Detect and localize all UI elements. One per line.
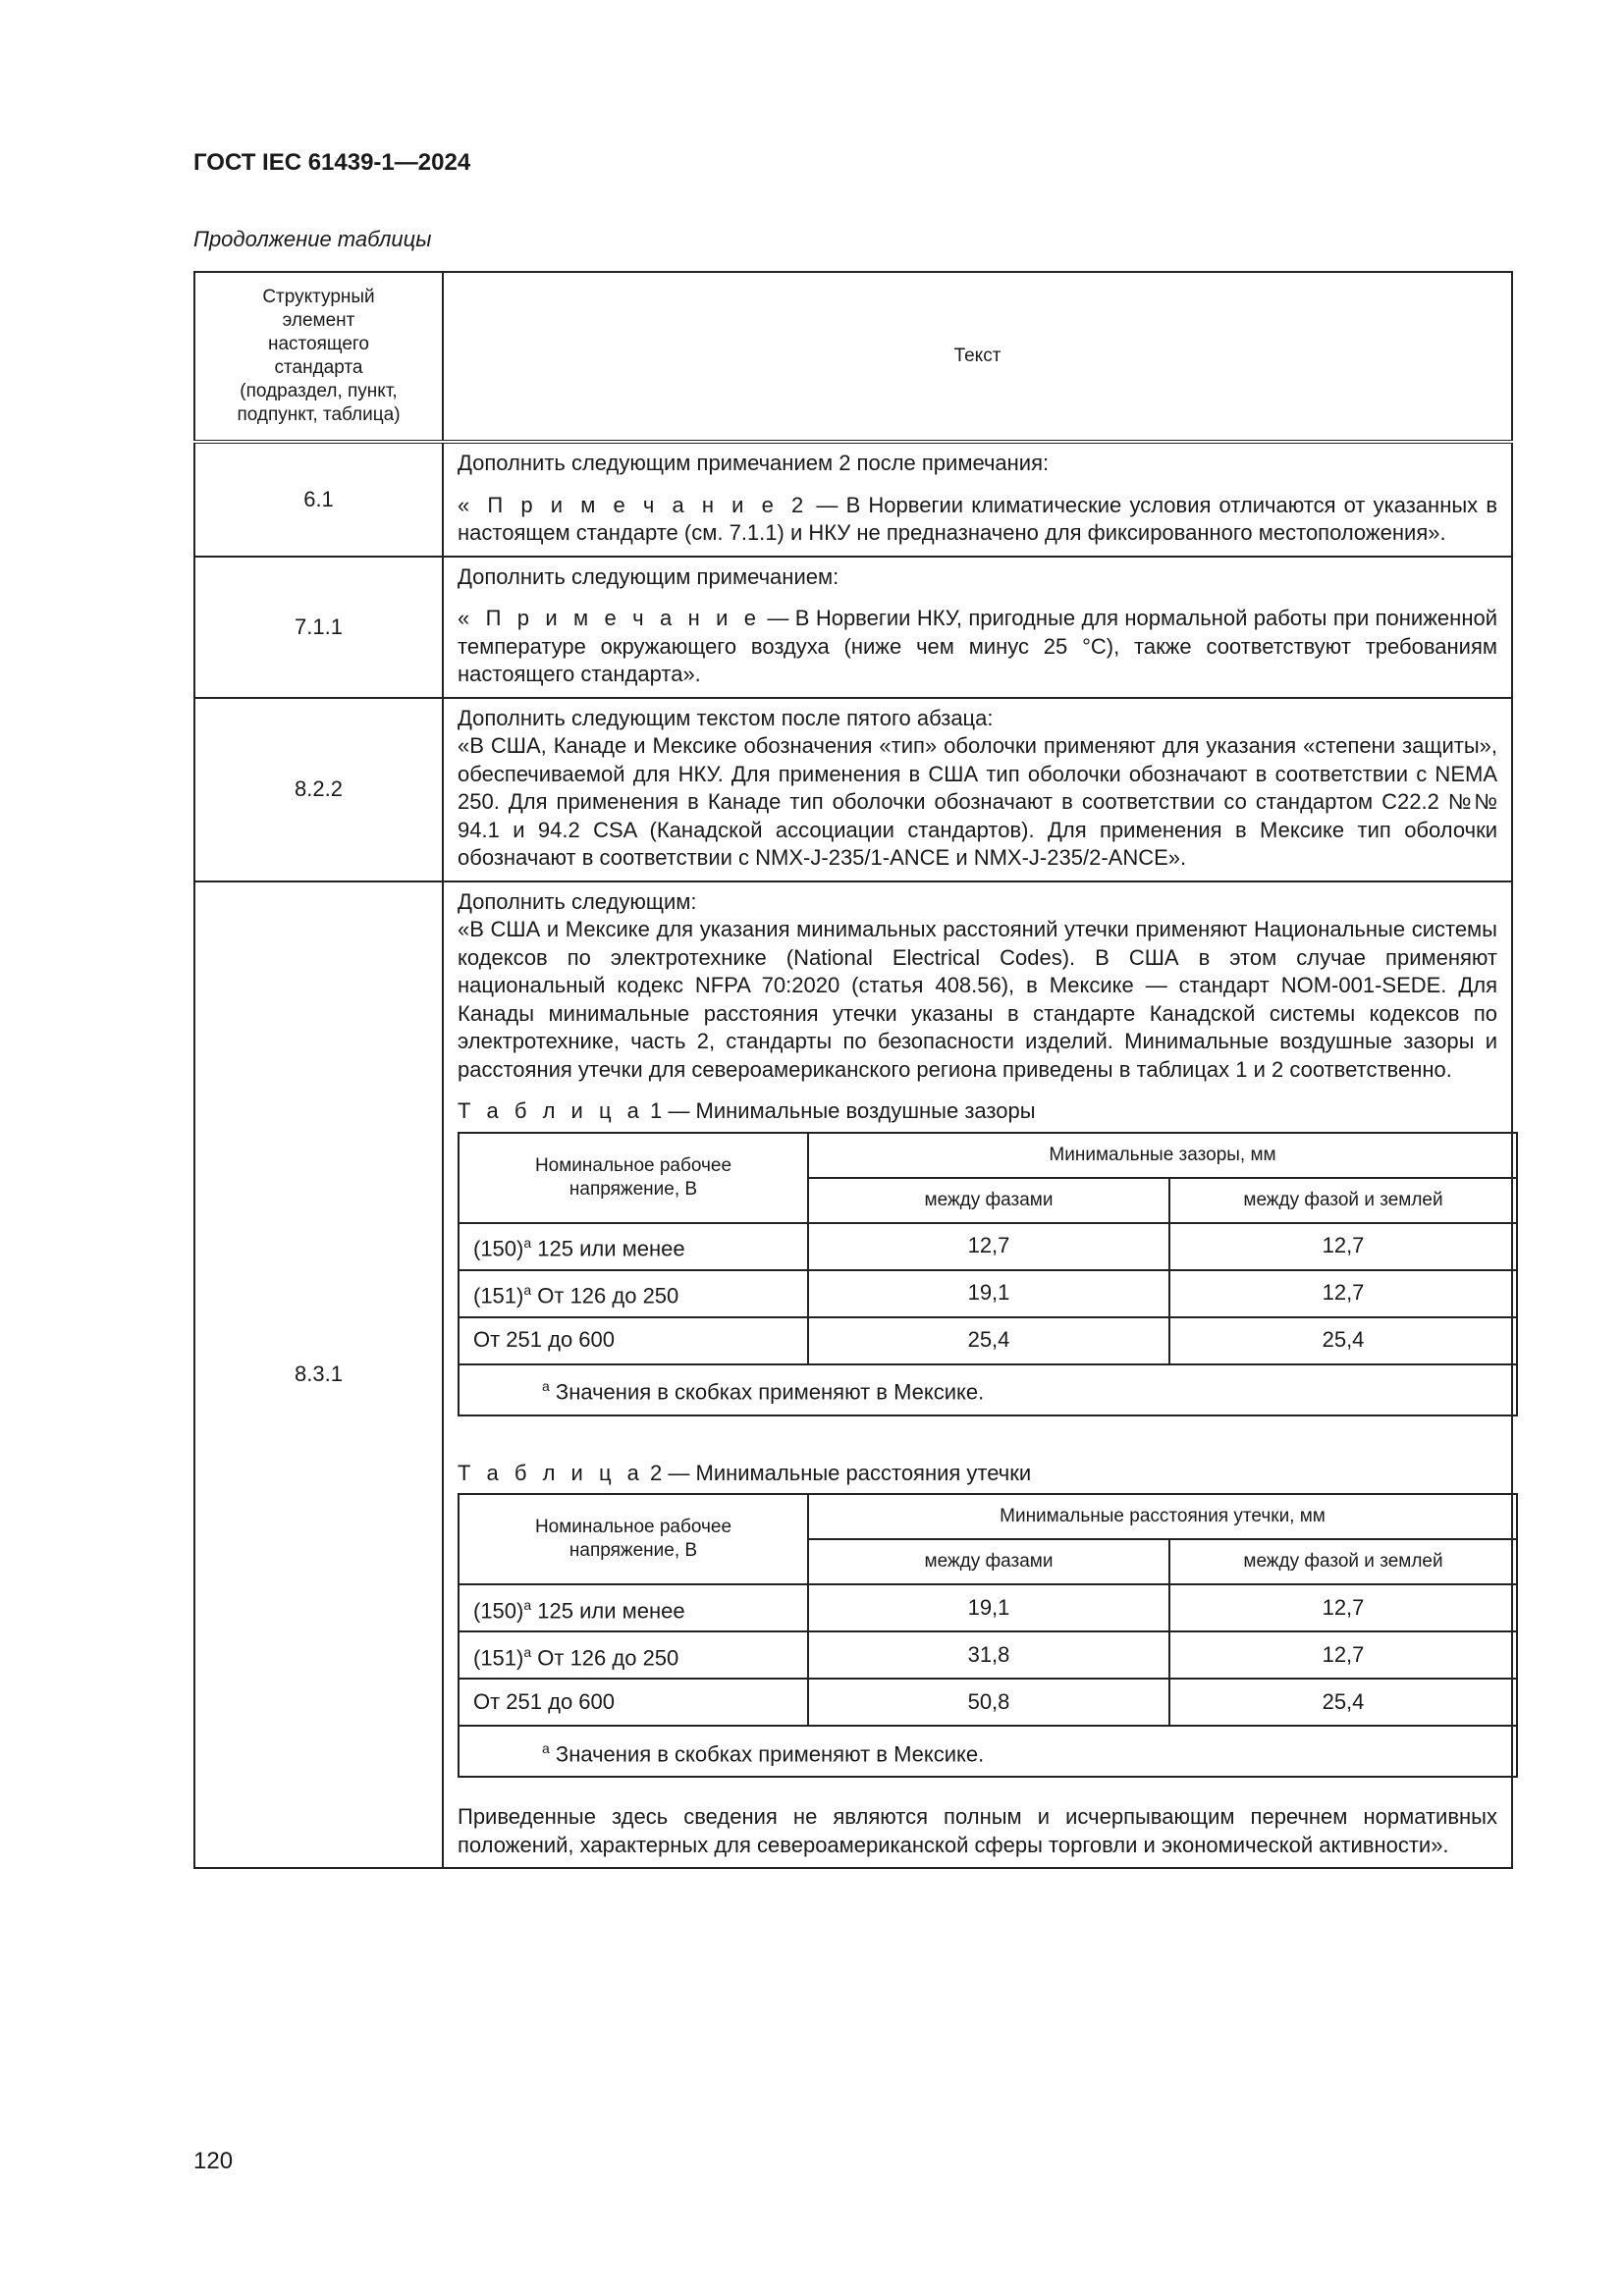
phase-value: 25,4 bbox=[808, 1317, 1169, 1364]
continuation-label: Продолжение таблицы bbox=[193, 227, 432, 251]
note-label: « П р и м е ч а н и е bbox=[458, 606, 762, 630]
phase-value: 19,1 bbox=[808, 1270, 1169, 1317]
row-text bbox=[443, 442, 1512, 557]
subtable-footnote-row bbox=[459, 1364, 1517, 1415]
subtable-row bbox=[459, 1223, 1517, 1270]
group-header: Минимальные зазоры, мм bbox=[808, 1133, 1517, 1178]
body-paragraph: «В США, Канаде и Мексике обозначения «тип» оболочки применяют для указания «степени защиты», обеспечиваемой для НКУ. Для применения в США тип оболочки обозначают в соответствии с NEMA 250. Для применения в Канаде тип оболочки обозначают в соответствии со стандартом C22.2 №№ 94.1 и 94.2 CSA (Канадской ассоциации стандартов). Для применения в Мексике тип оболочки обозначают в соответствии с NMX-J-235/1-ANCE и NMX-J-235/2-ANCE». bbox=[458, 733, 1497, 870]
section-number: 6.1 bbox=[194, 442, 443, 557]
phase-value: 19,1 bbox=[808, 1584, 1169, 1631]
subtable-row bbox=[459, 1584, 1517, 1631]
subtable-row bbox=[459, 1679, 1517, 1726]
document-id: ГОСТ IEC 61439-1—2024 bbox=[193, 149, 471, 176]
ground-value: 12,7 bbox=[1169, 1223, 1517, 1270]
body-paragraph: «В США и Мексике для указания минимальных расстояний утечки применяют Национальные системы кодексов по электротехнике (National Electrical Codes). В США в этом случае применяют национальный кодекс NFPA 70:2020 (статья 408.56), в Мексике — стандарт NOM-001-SEDE. Для Канады минимальные расстояния утечки указаны в стандарте Канадской системы кодексов по электротехнике, часть 2, стандарты по безопасности изделий. Минимальные воздушные зазоры и расстояния утечки для североамериканского региона приведены в таблицах 1 и 2 соответственно. bbox=[458, 917, 1497, 1082]
phase-value: 31,8 bbox=[808, 1631, 1169, 1679]
subtable-header-row bbox=[459, 1133, 1517, 1178]
note-paragraph bbox=[458, 492, 1497, 548]
column-header-text: Текст bbox=[443, 272, 1512, 442]
voltage-cell: $(151)^а$ От 126 до 250 bbox=[459, 1631, 808, 1679]
phase-header: между фазами bbox=[808, 1539, 1169, 1584]
page-number: 120 bbox=[193, 2148, 234, 2174]
row-text bbox=[443, 698, 1512, 881]
footnote: $^а$ Значения в скобках применяют в Мексике. bbox=[459, 1364, 1517, 1415]
section-number: 8.3.1 bbox=[194, 881, 443, 1869]
table-row bbox=[194, 557, 1512, 698]
instruction-text: Дополнить следующим текстом после пятого абзаца: bbox=[458, 705, 994, 730]
instruction-text: Дополнить следующим примечанием 2 после примечания: bbox=[458, 451, 1050, 475]
table2-caption: Т а б л и ц а 2 — Минимальные расстояния утечки bbox=[458, 1460, 1032, 1485]
note-text: — В Норвегии климатические условия отличаются от указанных в настоящем стандарте (см. 7.1.1) и НКУ не предназначено для фиксированного местоположения». bbox=[458, 492, 1498, 545]
ground-header: между фазой и землей bbox=[1169, 1539, 1517, 1584]
table-header-row bbox=[194, 272, 1512, 442]
voltage-header: Номинальное рабочее напряжение, В bbox=[459, 1494, 808, 1584]
ground-header: между фазой и землей bbox=[1169, 1178, 1517, 1223]
ground-value: 12,7 bbox=[1169, 1631, 1517, 1679]
ground-value: 25,4 bbox=[1169, 1679, 1517, 1726]
subtable-row bbox=[459, 1270, 1517, 1317]
voltage-cell: $(151)^а$ От 126 до 250 bbox=[459, 1270, 808, 1317]
amendments-table bbox=[193, 271, 1513, 1869]
phase-value: 12,7 bbox=[808, 1223, 1169, 1270]
note-label: « П р и м е ч а н и е 2 bbox=[458, 492, 809, 517]
subtable-header-row bbox=[459, 1494, 1517, 1539]
table1-caption: Т а б л и ц а 1 — Минимальные воздушные зазоры bbox=[458, 1098, 1036, 1123]
voltage-header: Номинальное рабочее напряжение, В bbox=[459, 1133, 808, 1223]
instruction-text: Дополнить следующим: bbox=[458, 888, 697, 914]
subtable-row bbox=[459, 1631, 1517, 1679]
row-text bbox=[443, 881, 1512, 1869]
table-row bbox=[194, 698, 1512, 881]
subtable-row bbox=[459, 1317, 1517, 1364]
instruction-text: Дополнить следующим примечанием: bbox=[458, 563, 839, 589]
section-number: 8.2.2 bbox=[194, 698, 443, 881]
voltage-cell: От 251 до 600 bbox=[459, 1679, 808, 1726]
table-row bbox=[194, 442, 1512, 557]
ground-value: 12,7 bbox=[1169, 1270, 1517, 1317]
phase-header: между фазами bbox=[808, 1178, 1169, 1223]
ground-value: 25,4 bbox=[1169, 1317, 1517, 1364]
creepage-table bbox=[458, 1493, 1518, 1778]
row-text bbox=[443, 557, 1512, 698]
voltage-cell: $(150)^а$ 125 или менее bbox=[459, 1584, 808, 1631]
section-number: 7.1.1 bbox=[194, 557, 443, 698]
voltage-cell: От 251 до 600 bbox=[459, 1317, 808, 1364]
group-header: Минимальные расстояния утечки, мм bbox=[808, 1494, 1517, 1539]
ground-value: 12,7 bbox=[1169, 1584, 1517, 1631]
footnote: $^а$ Значения в скобках применяют в Мексике. bbox=[459, 1726, 1517, 1777]
phase-value: 50,8 bbox=[808, 1679, 1169, 1726]
clearance-table bbox=[458, 1132, 1518, 1416]
note-paragraph bbox=[458, 605, 1497, 689]
subtable-footnote-row bbox=[459, 1726, 1517, 1777]
voltage-cell: $(150)^а$ 125 или менее bbox=[459, 1223, 808, 1270]
closing-paragraph: Приведенные здесь сведения не являются полным и исчерпывающим перечнем нормативных положений, характерных для североамериканской сферы торговли и экономической активности». bbox=[458, 1804, 1497, 1857]
table-row bbox=[194, 881, 1512, 1869]
note-text: — В Норвегии НКУ, пригодные для нормальной работы при пониженной температуре окружающего воздуха (ниже чем минус 25 °С), также соответствуют требованиям настоящего стандарта». bbox=[458, 606, 1497, 686]
column-header-structural-element: Структурный элемент настоящего стандарта (подраздел, пункт, подпункт, таблица) bbox=[194, 272, 443, 442]
